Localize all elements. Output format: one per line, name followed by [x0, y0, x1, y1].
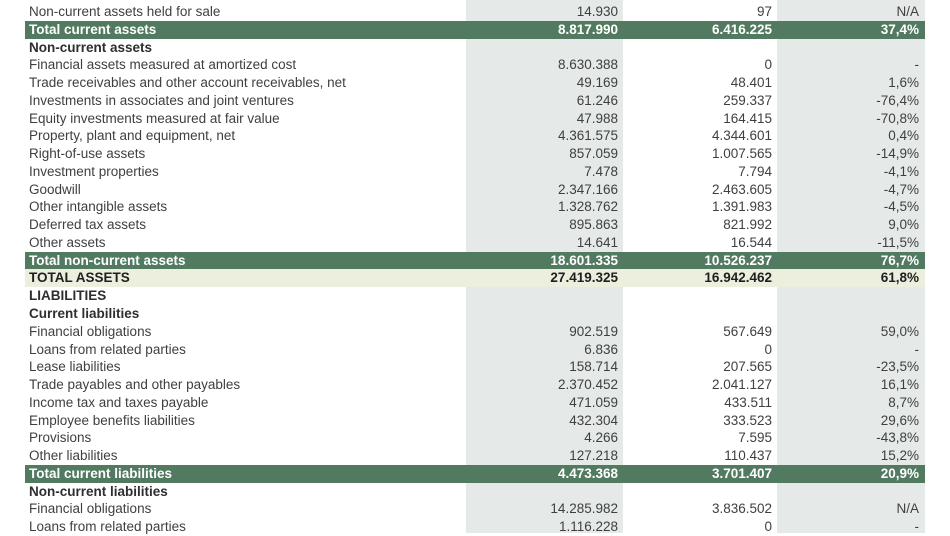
row-label: Current liabilities [29, 306, 140, 322]
value-current-period: 432.304 [569, 412, 618, 428]
row-label: Equity investments measured at fair value [29, 110, 280, 126]
row-label: Other liabilities [29, 448, 118, 464]
table-row [25, 56, 925, 74]
value-prior-period: 433.511 [724, 394, 772, 410]
value-current-period: 27.419.325 [550, 270, 618, 286]
value-prior-period [623, 287, 777, 305]
value-current-period: 61.246 [576, 92, 618, 108]
value-change-percent: 0,4% [888, 128, 919, 144]
row-label: Trade receivables and other account receivables, net [29, 75, 346, 91]
value-change-percent: 1,6% [888, 75, 919, 91]
value-change-percent: -4,7% [883, 181, 919, 197]
table-row [25, 39, 925, 57]
table-row [25, 163, 925, 181]
value-prior-period: 4.344.601 [711, 128, 772, 144]
value-change-percent [777, 287, 925, 305]
table-row [25, 305, 925, 323]
value-prior-period: 6.416.225 [711, 21, 772, 37]
value-prior-period: 1.007.565 [711, 146, 772, 162]
row-label: Financial assets measured at amortized cost [29, 57, 297, 73]
value-prior-period [623, 39, 777, 57]
value-change-percent: -14,9% [876, 146, 919, 162]
row-label: Total current assets [29, 21, 157, 37]
row-label: Loans from related parties [29, 519, 186, 535]
table-row [25, 92, 925, 110]
table-row [25, 341, 925, 359]
table-row [25, 412, 925, 430]
value-change-percent: 76,7% [880, 252, 919, 268]
value-current-period: 2.370.452 [557, 377, 618, 393]
value-current-period: 6.836 [584, 341, 618, 357]
table-row [25, 518, 925, 536]
row-label: Investments in associates and joint ventures [29, 92, 294, 108]
value-prior-period [623, 305, 777, 323]
value-prior-period: 0 [764, 341, 772, 357]
row-label: Right-of-use assets [29, 146, 146, 162]
table-row [25, 323, 925, 341]
value-current-period: 14.285.982 [550, 501, 618, 517]
balance-sheet-table [25, 3, 925, 536]
value-current-period: 4.266 [584, 430, 618, 446]
value-current-period: 902.519 [569, 323, 618, 339]
value-current-period: 895.863 [569, 217, 618, 233]
value-prior-period: 2.463.605 [711, 181, 772, 197]
value-prior-period: 97 [756, 4, 772, 19]
value-change-percent: N/A [896, 4, 919, 19]
value-prior-period: 10.526.237 [704, 252, 772, 268]
table-row [25, 376, 925, 394]
value-prior-period: 1.391.983 [711, 199, 772, 215]
table-row [25, 21, 925, 39]
value-change-percent [777, 483, 925, 501]
table-row [25, 287, 925, 305]
row-label: Deferred tax assets [29, 217, 147, 233]
value-change-percent: 8,7% [888, 394, 919, 410]
row-label: Employee benefits liabilities [29, 412, 195, 428]
table-row [25, 110, 925, 128]
table-row [25, 127, 925, 145]
value-change-percent: 16,1% [880, 377, 919, 393]
value-change-percent: -4,5% [883, 199, 919, 215]
value-current-period: 7.478 [584, 163, 618, 179]
value-prior-period: 0 [764, 57, 772, 73]
value-current-period: 1.328.762 [557, 199, 618, 215]
table-rows [25, 3, 925, 536]
table-row [25, 429, 925, 447]
row-label: Other assets [29, 234, 106, 250]
value-current-period: 127.218 [569, 448, 618, 464]
row-label: Financial obligations [29, 501, 152, 517]
value-current-period: 158.714 [569, 359, 618, 375]
value-prior-period: 259.337 [723, 92, 772, 108]
value-current-period: 1.116.228 [558, 519, 618, 535]
table-row [25, 500, 925, 518]
value-change-percent: -11,5% [877, 234, 919, 250]
value-current-period: 2.347.166 [557, 181, 618, 197]
value-current-period: 14.641 [576, 234, 618, 250]
table-row [25, 252, 925, 270]
value-prior-period: 48.401 [730, 75, 772, 91]
value-change-percent: 59,0% [880, 323, 919, 339]
table-row [25, 181, 925, 199]
value-change-percent: -43,8% [876, 430, 919, 446]
table-row [25, 465, 925, 483]
value-current-period [466, 39, 623, 57]
value-prior-period: 333.523 [723, 412, 772, 428]
table-row [25, 234, 925, 252]
value-change-percent: - [914, 57, 919, 73]
row-label: Non-current assets held for sale [29, 4, 221, 19]
row-label: Property, plant and equipment, net [29, 128, 236, 144]
row-label: Total current liabilities [29, 465, 173, 481]
value-current-period [466, 287, 623, 305]
row-label: TOTAL ASSETS [29, 270, 130, 286]
row-label: Goodwill [29, 181, 81, 197]
value-prior-period: 0 [764, 519, 772, 535]
value-current-period: 49.169 [576, 75, 618, 91]
value-change-percent: -23,5% [876, 359, 919, 375]
table-row [25, 3, 925, 21]
row-label: Trade payables and other payables [29, 377, 241, 393]
value-prior-period: 110.437 [724, 448, 772, 464]
value-prior-period: 3.701.407 [711, 465, 772, 481]
value-prior-period: 16.942.462 [704, 270, 772, 286]
value-prior-period: 16.544 [730, 234, 772, 250]
table-row [25, 447, 925, 465]
value-prior-period: 567.649 [723, 323, 772, 339]
value-change-percent: 9,0% [888, 217, 919, 233]
row-label: Provisions [29, 430, 92, 446]
value-change-percent: 37,4% [880, 21, 919, 37]
value-prior-period: 7.794 [738, 163, 772, 179]
row-label: Non-current liabilities [29, 483, 168, 499]
value-change-percent: 29,6% [880, 412, 919, 428]
table-row [25, 358, 925, 376]
table-row [25, 145, 925, 163]
value-change-percent: - [914, 341, 919, 357]
value-prior-period [623, 483, 777, 501]
value-change-percent: - [914, 519, 919, 535]
table-row [25, 269, 925, 287]
value-current-period: 8.630.388 [557, 57, 618, 73]
value-change-percent: 20,9% [880, 465, 919, 481]
row-label: Loans from related parties [29, 341, 186, 357]
value-change-percent [777, 39, 925, 57]
row-label: Income tax and taxes payable [29, 394, 209, 410]
value-prior-period: 207.565 [723, 359, 772, 375]
value-prior-period: 7.595 [738, 430, 772, 446]
table-row [25, 483, 925, 501]
row-label: Investment properties [29, 163, 159, 179]
value-prior-period: 2.041.127 [711, 377, 772, 393]
value-current-period: 471.059 [569, 394, 618, 410]
table-row [25, 394, 925, 412]
row-label: Non-current assets [29, 39, 153, 55]
value-current-period: 4.473.368 [557, 465, 618, 481]
value-current-period: 14.930 [576, 4, 618, 19]
value-current-period: 18.601.335 [550, 252, 618, 268]
value-change-percent: -76,4% [876, 92, 919, 108]
value-change-percent: N/A [896, 501, 919, 517]
value-current-period: 47.988 [576, 110, 618, 126]
value-prior-period: 164.415 [723, 110, 772, 126]
value-current-period: 4.361.575 [557, 128, 618, 144]
value-current-period [466, 483, 623, 501]
value-current-period: 8.817.990 [557, 21, 618, 37]
table-row [25, 74, 925, 92]
value-change-percent: 15,2% [880, 448, 919, 464]
table-row [25, 198, 925, 216]
value-current-period [466, 305, 623, 323]
row-label: LIABILITIES [29, 288, 107, 304]
value-change-percent: -4,1% [883, 163, 919, 179]
value-change-percent [777, 305, 925, 323]
row-label: Total non-current assets [29, 252, 186, 268]
value-change-percent: -70,8% [876, 110, 919, 126]
row-label: Lease liabilities [29, 359, 121, 375]
value-prior-period: 3.836.502 [711, 501, 772, 517]
value-prior-period: 821.992 [723, 217, 772, 233]
row-label: Other intangible assets [29, 199, 168, 215]
value-change-percent: 61,8% [880, 270, 919, 286]
row-label: Financial obligations [29, 323, 152, 339]
table-row [25, 216, 925, 234]
value-current-period: 857.059 [569, 146, 618, 162]
